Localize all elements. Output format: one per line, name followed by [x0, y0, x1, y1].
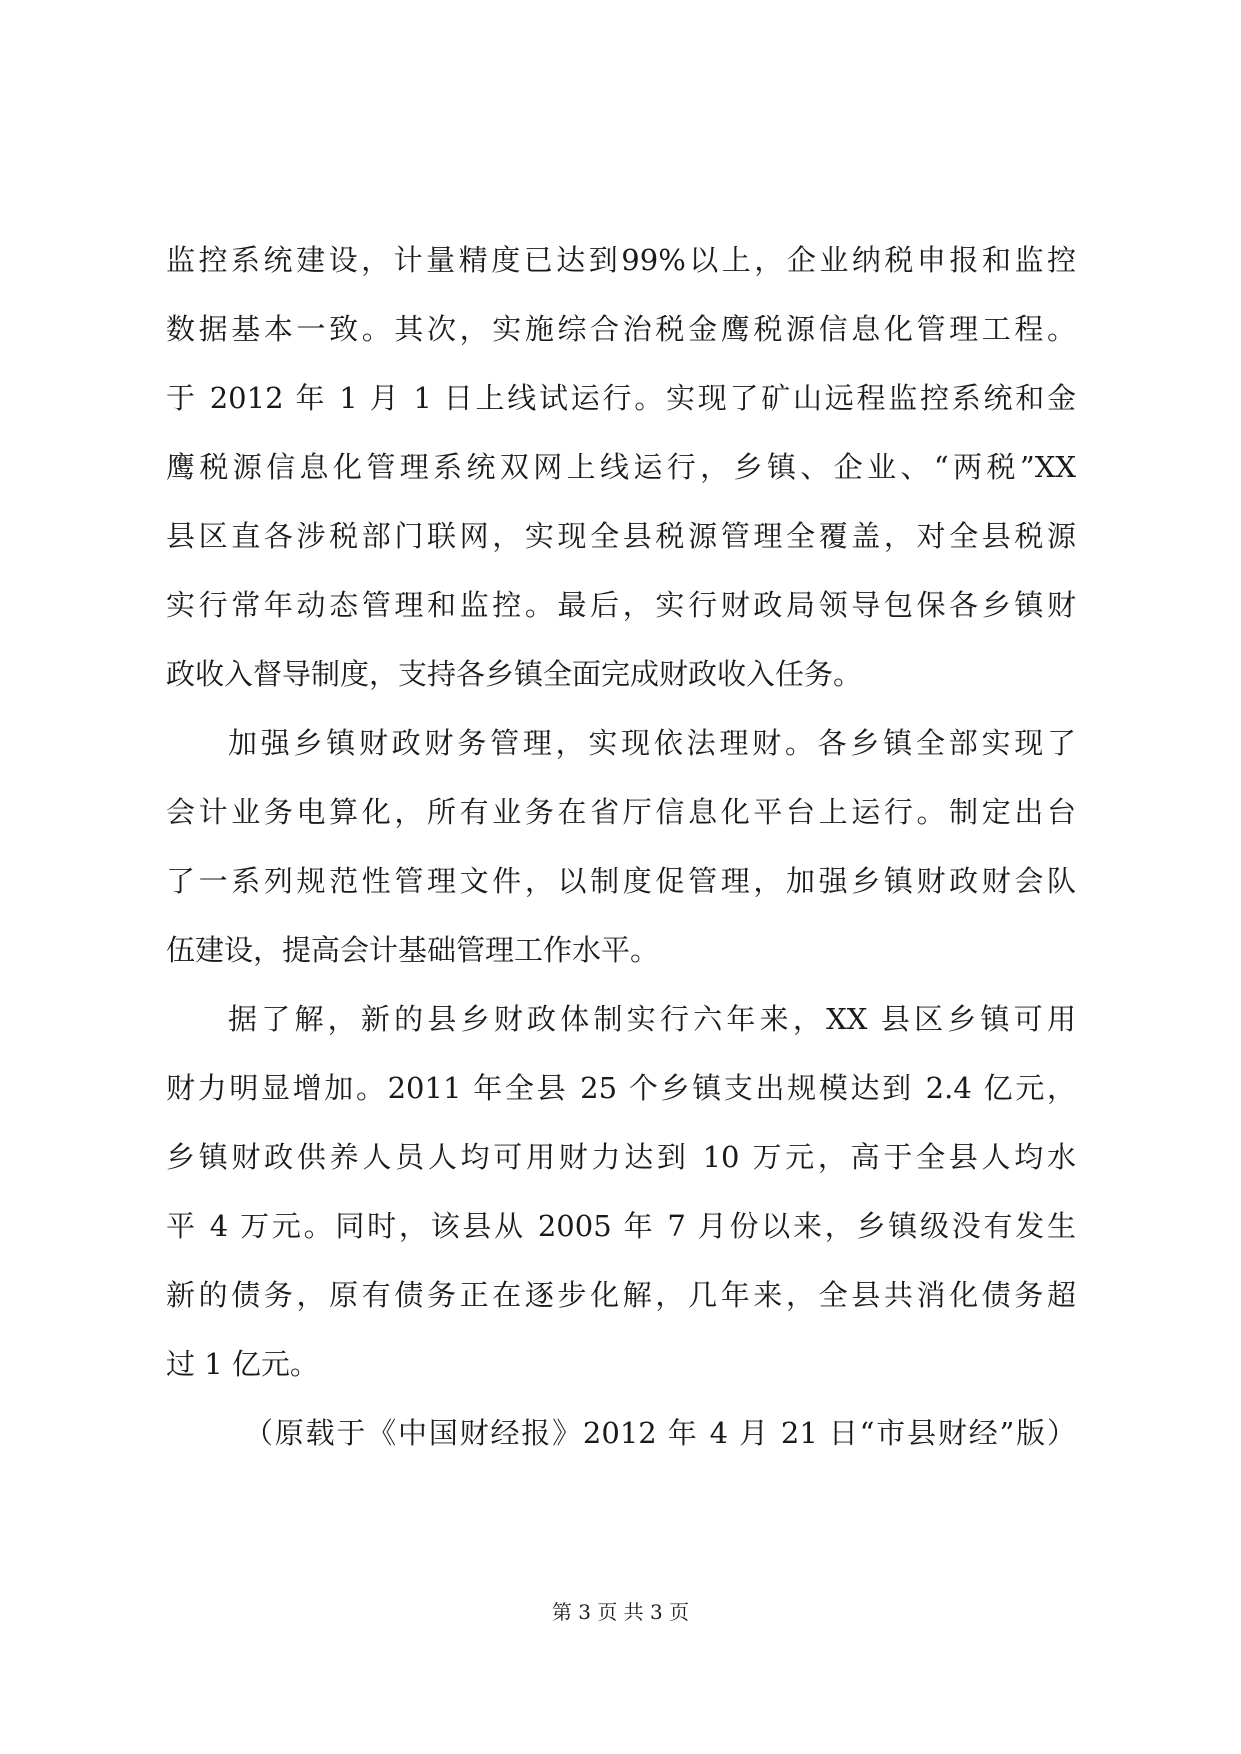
paragraph-2: [166, 709, 1076, 985]
paragraph-line: 乡镇财政供养人员人均可用财力达到 10 万元，高于全县人均水: [166, 1140, 1076, 1174]
paragraph-line: 了一系列规范性管理文件，以制度促管理，加强乡镇财政财会队: [166, 864, 1076, 898]
paragraph-line: 会计业务电算化，所有业务在省厅信息化平台上运行。制定出台: [166, 795, 1076, 829]
paragraph-line: 据了解，新的县乡财政体制实行六年来，XX 县区乡镇可用: [228, 1002, 1076, 1036]
paragraph-line: 政收入督导制度，支持各乡镇全面完成财政收入任务。: [166, 657, 863, 691]
paragraph-line: 监控系统建设，计量精度已达到99%以上，企业纳税申报和监控: [166, 243, 1076, 277]
paragraph-line: 过 1 亿元。: [166, 1347, 319, 1381]
paragraph-line: 平 4 万元。同时，该县从 2005 年 7 月份以来，乡镇级没有发生: [166, 1209, 1076, 1243]
paragraph-line: 实行常年动态管理和监控。最后，实行财政局领导包保各乡镇财: [166, 588, 1076, 622]
paragraph-line: 伍建设，提高会计基础管理工作水平。: [166, 933, 660, 967]
article-body: [166, 226, 1076, 1468]
paragraph-1: [166, 226, 1076, 709]
paragraph-line: 鹰税源信息化管理系统双网上线运行，乡镇、企业、“两税”XX: [166, 450, 1076, 484]
page-footer: 第 3 页 共 3 页: [551, 1600, 690, 1624]
paragraph-line: 数据基本一致。其次，实施综合治税金鹰税源信息化管理工程。: [166, 312, 1076, 346]
paragraph-line: 县区直各涉税部门联网，实现全县税源管理全覆盖，对全县税源: [166, 519, 1076, 553]
paragraph-line: 财力明显增加。2011 年全县 25 个乡镇支出规模达到 2.4 亿元，: [166, 1071, 1076, 1105]
paragraph-line: 于 2012 年 1 月 1 日上线试运行。实现了矿山远程监控系统和金: [166, 381, 1076, 415]
paragraph-3: [166, 985, 1076, 1399]
source-note: （原载于《中国财经报》2012 年 4 月 21 日“市县财经”版）: [244, 1416, 1076, 1450]
paragraph-line: 新的债务，原有债务正在逐步化解，几年来，全县共消化债务超: [166, 1278, 1076, 1312]
paragraph-line: 加强乡镇财政财务管理，实现依法理财。各乡镇全部实现了: [228, 726, 1076, 760]
